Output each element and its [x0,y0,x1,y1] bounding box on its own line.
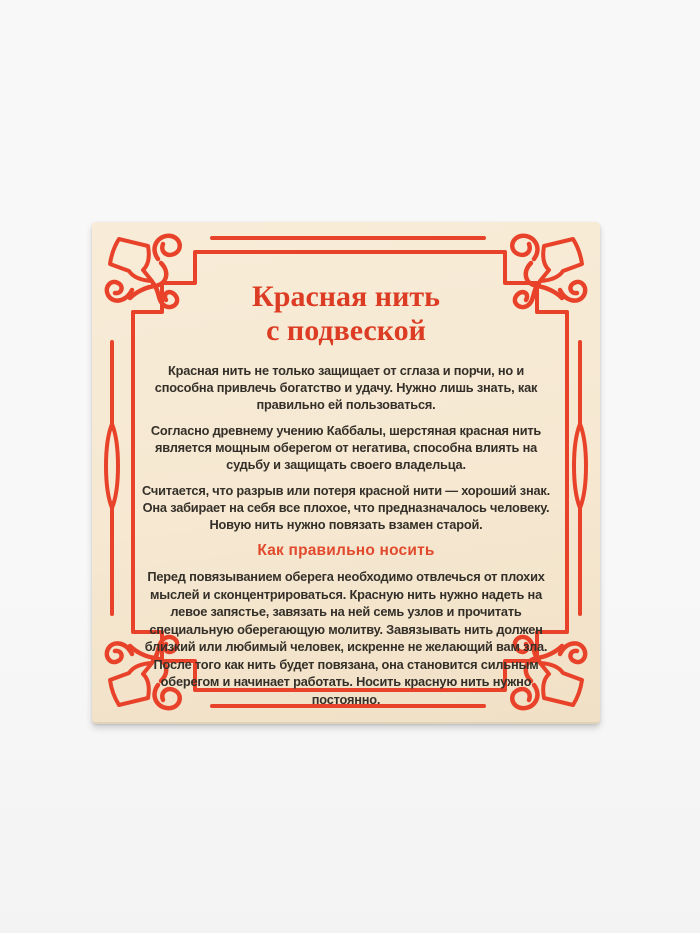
intro-paragraph-2: Согласно древнему учению Каббалы, шерстяная красная нить является мощным оберегом от негатива, способна влиять на судьбу и защищать своего владельца. [150,423,542,472]
title-line-2: с подвеской [266,314,426,347]
card-title [140,280,552,348]
lens-ornament [574,424,586,508]
intro-paragraph-3: Считается, что разрыв или потеря красной нити — хороший знак. Она забирает на себя все плохое, что предназначалось человеку. Новую нить нужно повязать взамен старой. [142,483,550,532]
title-line-1: Красная нить [252,280,440,313]
lens-ornament [106,424,118,508]
outer-right-rule [574,342,586,614]
product-card [92,222,600,724]
intro-paragraph-1: Красная нить не только защищает от сглаза и порчи, но и способна привлечь богатство и удачу. Нужно лишь знать, как правильно ей пользоваться. [154,363,538,412]
card-content [140,280,552,708]
section-paragraph: Перед повязыванием оберега необходимо отвлечься от плохих мыслей и сконцентрироваться. Красную нить нужно надеть на левое запястье, завязать на ней семь узлов и прочитать специальную оберегающую молитву. Завязывать нить должен близкий или любимый человек, искренне не желающий вам зла. После того как нить будет повязана, она становится сильным оберегом и начинает работать. Носить красную нить нужно постоянно. [144,569,548,707]
outer-left-rule [106,342,118,614]
section-heading: Как правильно носить [257,542,435,559]
